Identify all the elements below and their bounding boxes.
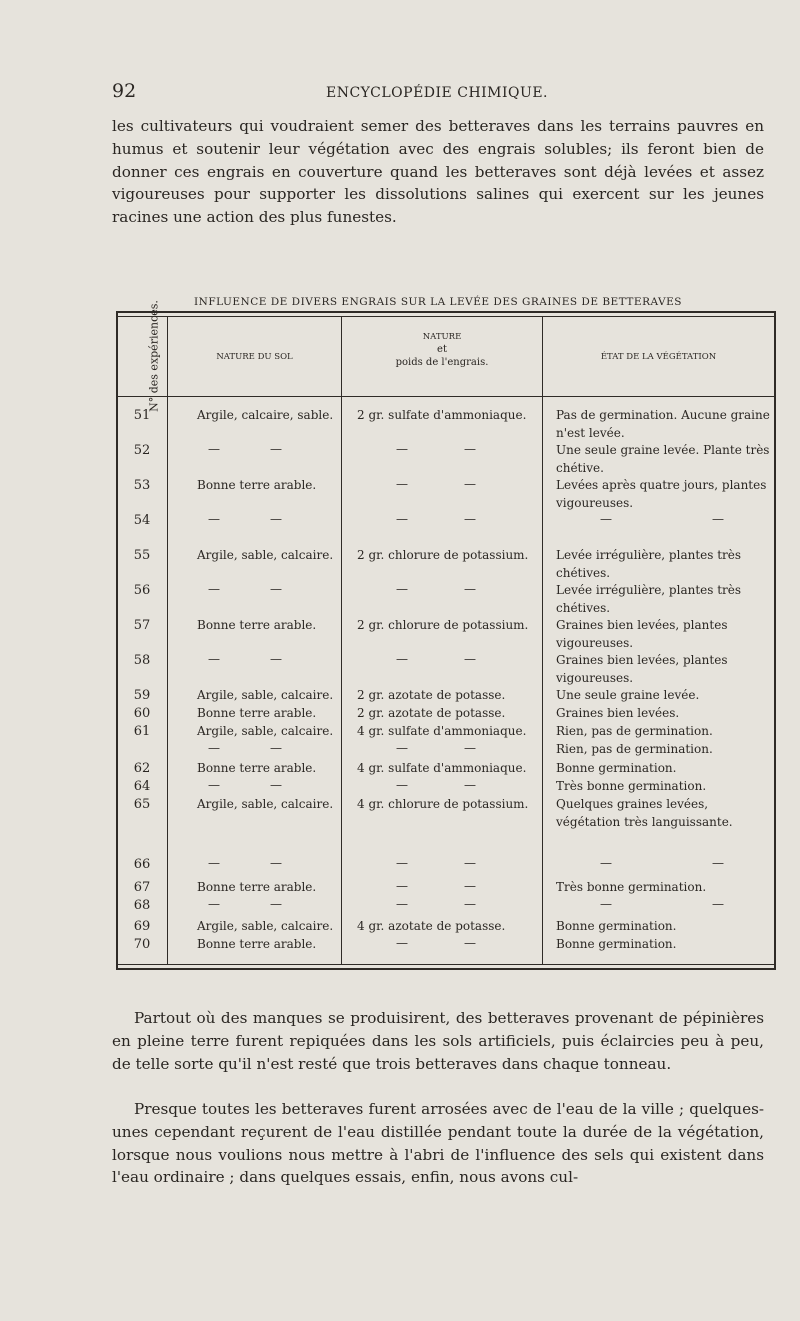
ditto-mark: —: [270, 652, 282, 666]
row-number: 67: [133, 880, 151, 895]
ditto-mark: —: [464, 442, 476, 456]
ditto-mark: —: [712, 856, 724, 870]
row-fertilizer: 4 gr. azotate de potasse.: [357, 919, 506, 933]
ditto-mark: —: [600, 897, 612, 911]
row-state: Bonne germination.: [556, 919, 677, 933]
row-number: 54: [133, 513, 151, 528]
page-number: 92: [112, 80, 137, 102]
table-rule-bottom: [116, 968, 776, 970]
table-rule-left: [116, 311, 118, 970]
row-soil: Argile, sable, calcaire.: [197, 797, 334, 811]
row-state: Bonne germination.: [556, 937, 677, 951]
row-number: 55: [133, 548, 151, 563]
row-state: Une seule graine levée.: [556, 688, 700, 702]
row-soil: Bonne terre arable.: [197, 880, 317, 894]
paragraph-replanting: Partout où des manques se produisirent, des betteraves provenant de pépinières en pleine terre furent repiquées dans les sols artificiels, puis éclaircies peu à peu, de telle sorte qu'il n'est resté que trois betteraves dans chaque tonneau.: [112, 1009, 764, 1073]
row-number: 57: [133, 618, 151, 633]
row-fertilizer: 2 gr. azotate de potasse.: [357, 688, 506, 702]
row-soil: Bonne terre arable.: [197, 618, 317, 632]
ditto-mark: —: [464, 652, 476, 666]
row-state: Rien, pas de germination.: [556, 724, 713, 738]
ditto-mark: —: [208, 778, 220, 792]
row-state: Rien, pas de germination.: [556, 742, 713, 756]
row-state: Levée irrégulière, plantes très chétives.: [556, 548, 742, 580]
ditto-mark: —: [464, 582, 476, 596]
row-state: Bonne germination.: [556, 761, 677, 775]
row-state: Une seule graine levée. Plante très chétive.: [556, 443, 770, 475]
row-number: 51: [133, 408, 151, 423]
ditto-mark: —: [270, 897, 282, 911]
ditto-mark: —: [396, 778, 408, 792]
ditto-mark: —: [208, 652, 220, 666]
ditto-mark: —: [396, 879, 408, 893]
ditto-mark: —: [464, 856, 476, 870]
row-state: Graines bien levées.: [556, 706, 680, 720]
ditto-mark: —: [208, 741, 220, 755]
header-state: ÉTAT DE LA VÉGÉTATION: [600, 352, 717, 362]
ditto-mark: —: [600, 512, 612, 526]
ditto-mark: —: [464, 778, 476, 792]
table-rule-col3: [542, 316, 543, 965]
ditto-mark: —: [464, 936, 476, 950]
ditto-mark: —: [600, 856, 612, 870]
row-state: Graines bien levées, plantes vigoureuses.: [556, 618, 728, 650]
ditto-mark: —: [396, 582, 408, 596]
row-state: Quelques graines levées, végétation très languissante.: [556, 797, 733, 829]
ditto-mark: —: [270, 512, 282, 526]
running-title: ENCYCLOPÉDIE CHIMIQUE.: [326, 85, 548, 101]
ditto-mark: —: [396, 936, 408, 950]
ditto-mark: —: [396, 856, 408, 870]
row-state: Levées après quatre jours, plantes vigoureuses.: [556, 478, 767, 510]
ditto-mark: —: [208, 512, 220, 526]
ditto-mark: —: [396, 442, 408, 456]
row-fertilizer: 2 gr. sulfate d'ammoniaque.: [357, 408, 527, 422]
row-state: Levée irrégulière, plantes très chétives.: [556, 583, 742, 615]
row-soil: Argile, sable, calcaire.: [197, 548, 334, 562]
ditto-mark: —: [270, 741, 282, 755]
row-number: 61: [133, 724, 151, 739]
row-number: 65: [133, 797, 151, 812]
ditto-mark: —: [208, 582, 220, 596]
row-soil: Bonne terre arable.: [197, 761, 317, 775]
row-state: Graines bien levées, plantes vigoureuses.: [556, 653, 728, 685]
table-rule-top: [116, 311, 776, 313]
row-number: 64: [133, 779, 151, 794]
row-fertilizer: 4 gr. chlorure de potassium.: [357, 797, 529, 811]
ditto-mark: —: [270, 778, 282, 792]
paragraph-intro: les cultivateurs qui voudraient semer des betteraves dans les terrains pauvres en humus et soutenir leur végétation avec des engrais solubles; ils feront bien de donner ces engrais en couverture quand les betteraves sont déjà levées et assez vigoureuses pour supporter les dissolutions salines qui exercent sur les jeunes racines une action des plus funestes.: [112, 117, 764, 227]
header-experiment-number: N° des expériences.: [147, 300, 161, 412]
row-number: 53: [133, 478, 151, 493]
row-state: Très bonne germination.: [556, 880, 707, 894]
table-rule-bottom-inner: [116, 964, 776, 965]
header-fertilizer-3: poids de l'engrais.: [395, 357, 489, 368]
ditto-mark: —: [396, 741, 408, 755]
header-fertilizer-2: et: [437, 344, 447, 355]
table-rule-top-inner: [116, 316, 776, 317]
row-fertilizer: 2 gr. azotate de potasse.: [357, 706, 506, 720]
row-number: 70: [133, 937, 151, 952]
ditto-mark: —: [208, 856, 220, 870]
ditto-mark: —: [464, 512, 476, 526]
row-number: 60: [133, 706, 151, 721]
row-soil: Argile, sable, calcaire.: [197, 724, 334, 738]
row-number: 59: [133, 688, 151, 703]
table-rule-col1: [167, 316, 168, 965]
row-number: 66: [133, 857, 151, 872]
header-fertilizer-1: NATURE: [422, 332, 462, 342]
table-rule-right: [774, 311, 776, 970]
ditto-mark: —: [208, 897, 220, 911]
header-soil: NATURE DU SOL: [216, 352, 293, 362]
row-number: 58: [133, 653, 151, 668]
ditto-mark: —: [396, 897, 408, 911]
row-number: 68: [133, 898, 151, 913]
row-fertilizer: 2 gr. chlorure de potassium.: [357, 618, 529, 632]
row-soil: Bonne terre arable.: [197, 937, 317, 951]
row-soil: Argile, calcaire, sable.: [197, 408, 334, 422]
row-number: 56: [133, 583, 151, 598]
table-title: INFLUENCE DE DIVERS ENGRAIS SUR LA LEVÉE DES GRAINES DE BETTERAVES: [194, 296, 682, 308]
table-rule-col2: [341, 316, 342, 965]
row-number: 52: [133, 443, 151, 458]
ditto-mark: —: [208, 442, 220, 456]
row-number: 69: [133, 919, 151, 934]
row-soil: Argile, sable, calcaire.: [197, 919, 334, 933]
ditto-mark: —: [464, 477, 476, 491]
row-state: Pas de germination. Aucune graine n'est levée.: [556, 408, 770, 440]
ditto-mark: —: [396, 652, 408, 666]
table-rule-header: [116, 396, 776, 397]
row-number: 62: [133, 761, 151, 776]
row-fertilizer: 4 gr. sulfate d'ammoniaque.: [357, 724, 527, 738]
ditto-mark: —: [464, 897, 476, 911]
row-state: Très bonne germination.: [556, 779, 707, 793]
row-soil: Argile, sable, calcaire.: [197, 688, 334, 702]
ditto-mark: —: [396, 477, 408, 491]
ditto-mark: —: [270, 856, 282, 870]
row-fertilizer: 4 gr. sulfate d'ammoniaque.: [357, 761, 527, 775]
ditto-mark: —: [712, 897, 724, 911]
ditto-mark: —: [712, 512, 724, 526]
ditto-mark: —: [464, 879, 476, 893]
row-soil: Bonne terre arable.: [197, 706, 317, 720]
row-soil: Bonne terre arable.: [197, 478, 317, 492]
row-fertilizer: 2 gr. chlorure de potassium.: [357, 548, 529, 562]
ditto-mark: —: [270, 442, 282, 456]
ditto-mark: —: [464, 741, 476, 755]
ditto-mark: —: [396, 512, 408, 526]
paragraph-watering: Presque toutes les betteraves furent arrosées avec de l'eau de la ville ; quelques-unes cependant reçurent de l'eau distillée pendant toute la durée de la végétation, lorsque nous voulions nous mettre à l'abri de l'influence des sels qui existent dans l'eau ordinaire ; dans quelques essais, enfin, nous avons cul-: [112, 1100, 764, 1187]
page-header: [112, 80, 762, 106]
ditto-mark: —: [270, 582, 282, 596]
